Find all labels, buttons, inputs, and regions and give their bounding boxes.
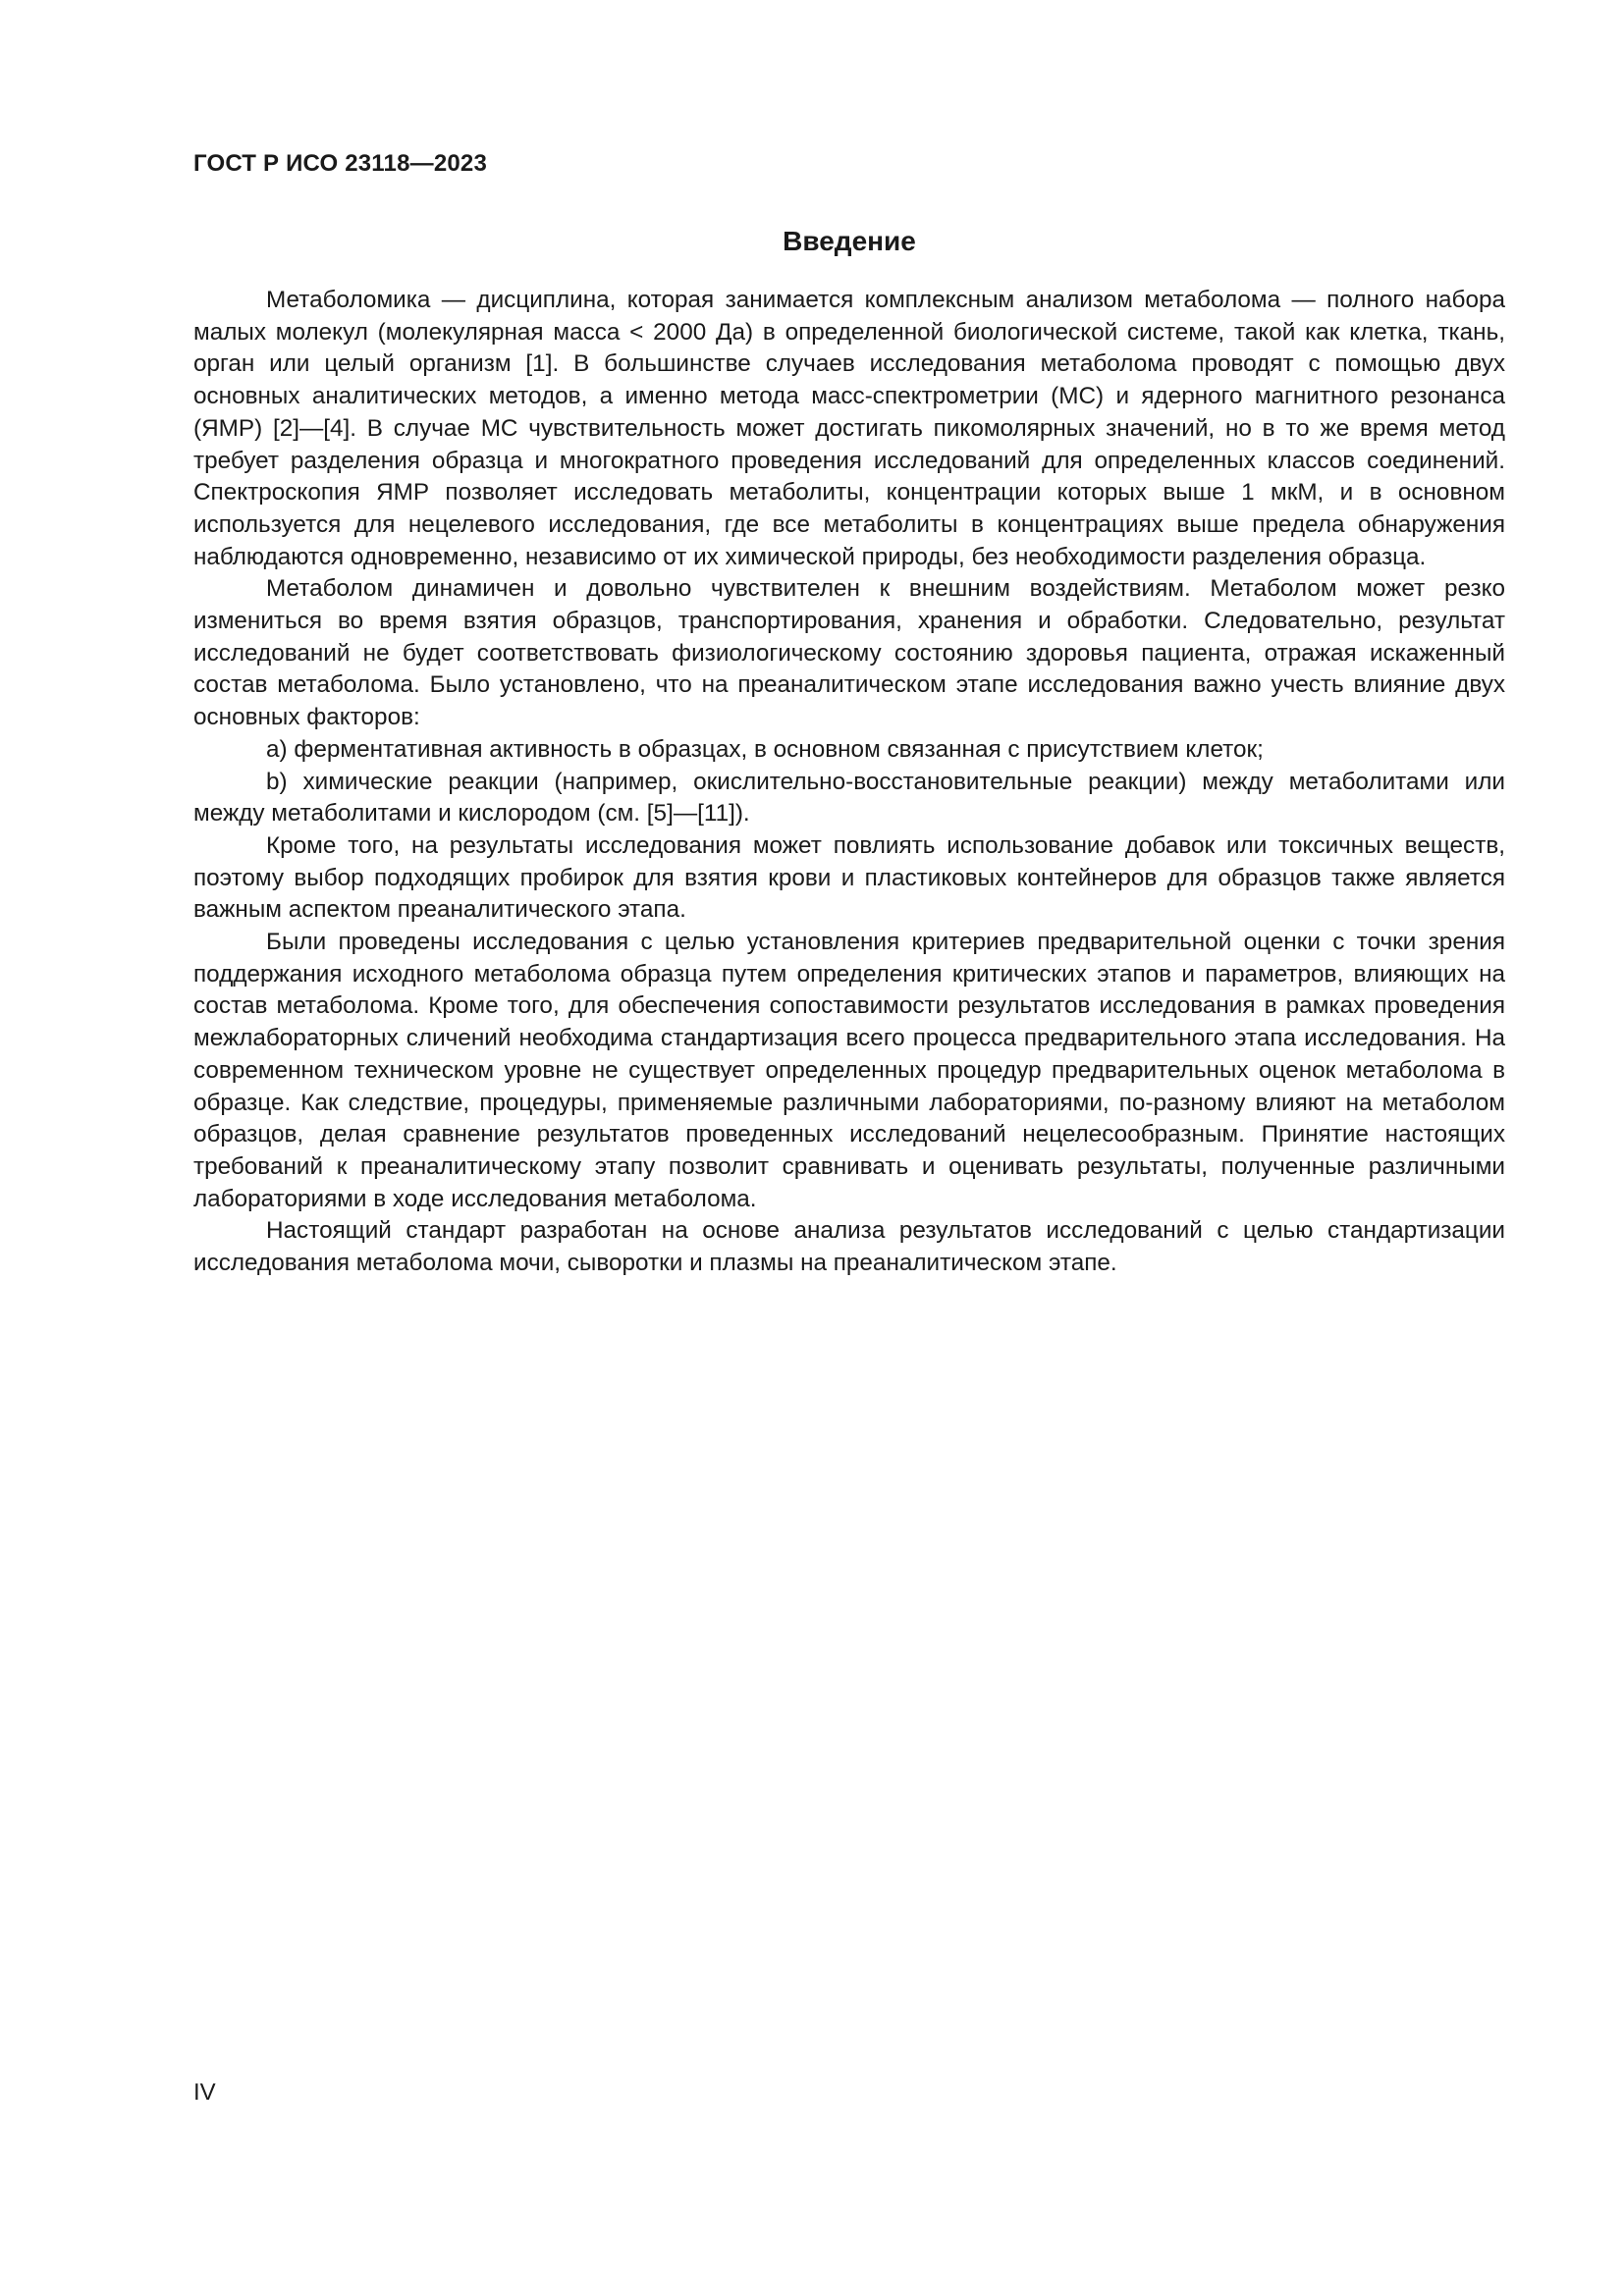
introduction-body (193, 285, 1505, 1280)
paragraph-metabolome-dynamics: Метаболом динамичен и довольно чувствителен к внешним воздействиям. Метаболом может резко измениться во время взятия образцов, транспортирования, хранения и обработки. Следовательно, результат исследований не будет соответствовать физиологическому состоянию здоровья пациента, отражая искаженный состав метаболома. Было установлено, что на преаналитическом этапе исследования важно учесть влияние двух основных факторов: (193, 575, 1505, 731)
list-item-a: a) ферментативная активность в образцах, в основном связанная с присутствием клеток; (266, 735, 1264, 763)
document-id-header: ГОСТ Р ИСО 23118—2023 (193, 150, 488, 177)
paragraph-standard-purpose: Настоящий стандарт разработан на основе анализа результатов исследований с целью стандартизации исследования метаболома мочи, сыворотки и плазмы на преаналитическом этапе. (193, 1217, 1505, 1277)
paragraph-research-criteria: Были проведены исследования с целью установления критериев предварительной оценки с точки зрения поддержания исходного метаболома образца путем определения критических этапов и параметров, влияющих на состав метаболома. Кроме того, для обеспечения сопоставимости результатов исследования в рамках проведения межлабораторных сличений необходима стандартизация всего процесса предварительного этапа исследования. На современном техническом уровне не существует определенных процедур предварительных оценок метаболома в образце. Как следствие, процедуры, применяемые различными лабораториями, по-разному влияют на метаболом образцов, делая сравнение результатов проведенных исследований нецелесообразным. Принятие настоящих требований к преаналитическому этапу позволит сравнивать и оценивать результаты, полученные различными лабораториями в ходе исследования метаболома. (193, 929, 1505, 1212)
paragraph-additives: Кроме того, на результаты исследования может повлиять использование добавок или токсичных веществ, поэтому выбор подходящих пробирок для взятия крови и пластиковых контейнеров для образцов также является важным аспектом преаналитического этапа. (193, 831, 1505, 924)
page-number: IV (193, 2079, 216, 2106)
paragraph-metabolomics-definition: Метаболомика — дисциплина, которая занимается комплексным анализом метаболома — полного набора малых молекул (молекулярная масса < 2000 Да) в определенной биологической системе, такой как клетка, ткань, орган или целый организм [1]. В большинстве случаев исследования метаболома проводят с помощью двух основных аналитических методов, а именно метода масс-спектрометрии (МС) и ядерного магнитного резонанса (ЯМР) [2]—[4]. В случае МС чувствительность может достигать пикомолярных значений, но в то же время метод требует разделения образца и многократного проведения исследований для определенных классов соединений. Спектроскопия ЯМР позволяет исследовать метаболиты, концентрации которых выше 1 мкМ, и в основном используется для нецелевого исследования, где все метаболиты в концентрациях выше предела обнаружения наблюдаются одновременно, независимо от их химической природы, без необходимости разделения образца. (193, 287, 1505, 570)
section-title: Введение (783, 226, 916, 256)
list-item-b: b) химические реакции (например, окислительно-восстановительные реакции) между метаболитами или между метаболитами и кислородом (см. [5]—[11]). (193, 768, 1505, 828)
